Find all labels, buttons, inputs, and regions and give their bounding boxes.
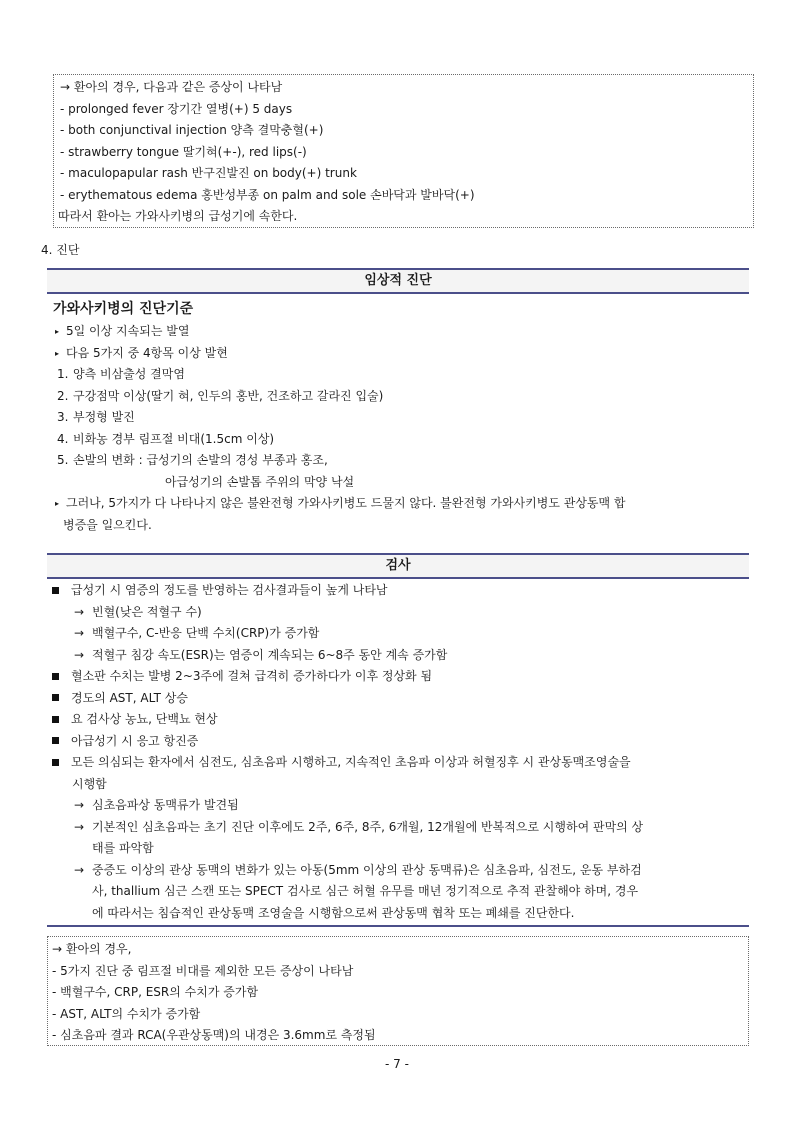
clinical-diagnosis-section [53,297,753,536]
triangle-bullet-icon: ▸ [55,348,60,358]
box-line: - AST, ALT의 수치가 증가함 [52,1006,201,1021]
bullet-item: ▸ 다음 5가지 중 4항목 이상 발현 [55,343,753,365]
box-line: - both conjunctival injection 양측 결막충혈(+) [60,123,324,137]
criteria-item: 2. 구강점막 이상(딸기 혀, 인두의 홍반, 건조하고 갈라진 입술) [57,388,384,403]
criteria-item: 4. 비화농 경부 림프절 비대(1.5cm 이상) [57,431,275,446]
square-bullet-icon [52,587,59,594]
exam-sub-item-continued: 에 따라서는 침습적인 관상동맥 조영술을 시행함으로써 관상동맥 협착 또는 폐쇄를 진단한다. [92,905,575,920]
exam-sub-item: → 적혈구 침강 속도(ESR)는 염증이 계속되는 6~8주 동안 계속 증가함 [74,647,448,662]
exam-bullet: 경도의 AST, ALT 상승 [50,688,750,710]
box-line: → 환아의 경우, 다음과 같은 증상이 나타남 [60,80,283,94]
criteria-item: 5. 손발의 변화 : 급성기의 손발의 경성 부종과 홍조, [57,453,328,467]
box-line: 따라서 환아는 가와사키병의 급성기에 속한다. [58,209,298,223]
exam-sub-item: → 심초음파상 동맥류가 발견됨 [74,798,239,812]
diagnosis-criteria-title: 가와사키병의 진단기준 [53,301,194,317]
bullet-item-continued: 병증을 일으킨다. [63,517,152,532]
exam-sub-item: → 기본적인 심초음파는 초기 진단 이후에도 2주, 6주, 8주, 6개월, 12개월에 반복적으로 시행하여 판막의 상 [74,819,644,834]
criteria-item-continued: 아급성기의 손발톱 주위의 막양 낙설 [165,474,355,489]
criteria-item: 3. 부정형 발진 [57,410,135,424]
exam-bullet-continued: 시행함 [72,776,107,791]
box-line: → 환아의 경우, [52,942,132,956]
square-bullet-icon [52,759,59,766]
exam-bullet: 아급성기 시 응고 항진증 [50,731,750,753]
exam-header: 검사 [47,553,749,579]
exam-sub-item: → 중증도 이상의 관상 동맥의 변화가 있는 아동(5mm 이상의 관상 동맥류)은 심초음파, 심전도, 운동 부하검 [74,862,642,877]
box-line: - erythematous edema 홍반성부종 on palm and sole 손바닥과 발바닥(+) [60,187,475,202]
exam-sub-item-continued: 사, thallium 심근 스캔 또는 SPECT 검사로 심근 허혈 유무를 매년 정기적으로 추적 관찰해야 하며, 경우 [92,884,639,898]
square-bullet-icon [52,673,59,680]
square-bullet-icon [52,716,59,723]
box-line: - 5가지 진단 중 림프절 비대를 제외한 모든 증상이 나타남 [52,963,354,978]
triangle-bullet-icon: ▸ [55,499,60,508]
box-line: - prolonged fever 장기간 열병(+) 5 days [60,101,293,116]
exam-sub-item-continued: 태를 파악함 [92,841,154,855]
exam-bullet: 요 검사상 농뇨, 단백뇨 현상 [50,709,750,731]
exam-bullet: 혈소판 수치는 발병 2~3주에 걸쳐 급격히 증가하다가 이후 정상화 됨 [50,666,750,688]
exam-bullet: 급성기 시 염증의 정도를 반영하는 검사결과들이 높게 나타남 [50,580,750,602]
box-line: - 심초음파 결과 RCA(우관상동맥)의 내경은 3.6mm로 측정됨 [52,1028,376,1042]
exam-sub-item: → 백혈구수, C-반응 단백 수치(CRP)가 증가함 [74,626,320,640]
bullet-item: ▸ 그러나, 5가지가 다 나타나지 않은 불완전형 가와사키병도 드물지 않다. 불완전형 가와사키병도 관상동맥 합 [55,493,753,515]
square-bullet-icon [52,694,59,701]
page-number: - 7 - [385,1057,409,1071]
box-line: - strawberry tongue 딸기혀(+-), red lips(-) [60,144,307,159]
patient-results-box [47,936,749,1046]
triangle-bullet-icon: ▸ [55,327,60,336]
section-divider [47,925,749,927]
section-title: 4. 진단 [41,243,80,257]
box-line: - 백혈구수, CRP, ESR의 수치가 증가함 [52,985,259,999]
exam-section [50,580,750,924]
box-line: - maculopapular rash 반구진발진 on body(+) trunk [60,166,357,180]
exam-sub-item: → 빈혈(낮은 적혈구 수) [74,604,202,619]
clinical-diagnosis-header: 임상적 진단 [47,268,749,294]
square-bullet-icon [52,737,59,744]
bullet-item: ▸ 5일 이상 지속되는 발열 [55,321,753,343]
patient-symptoms-box [53,74,754,228]
exam-bullet: 모든 의심되는 환자에서 심전도, 심초음파 시행하고, 지속적인 초음파 이상과 허혈징후 시 관상동맥조영술을 [50,752,750,774]
criteria-item: 1. 양측 비삼출성 결막염 [57,367,185,381]
